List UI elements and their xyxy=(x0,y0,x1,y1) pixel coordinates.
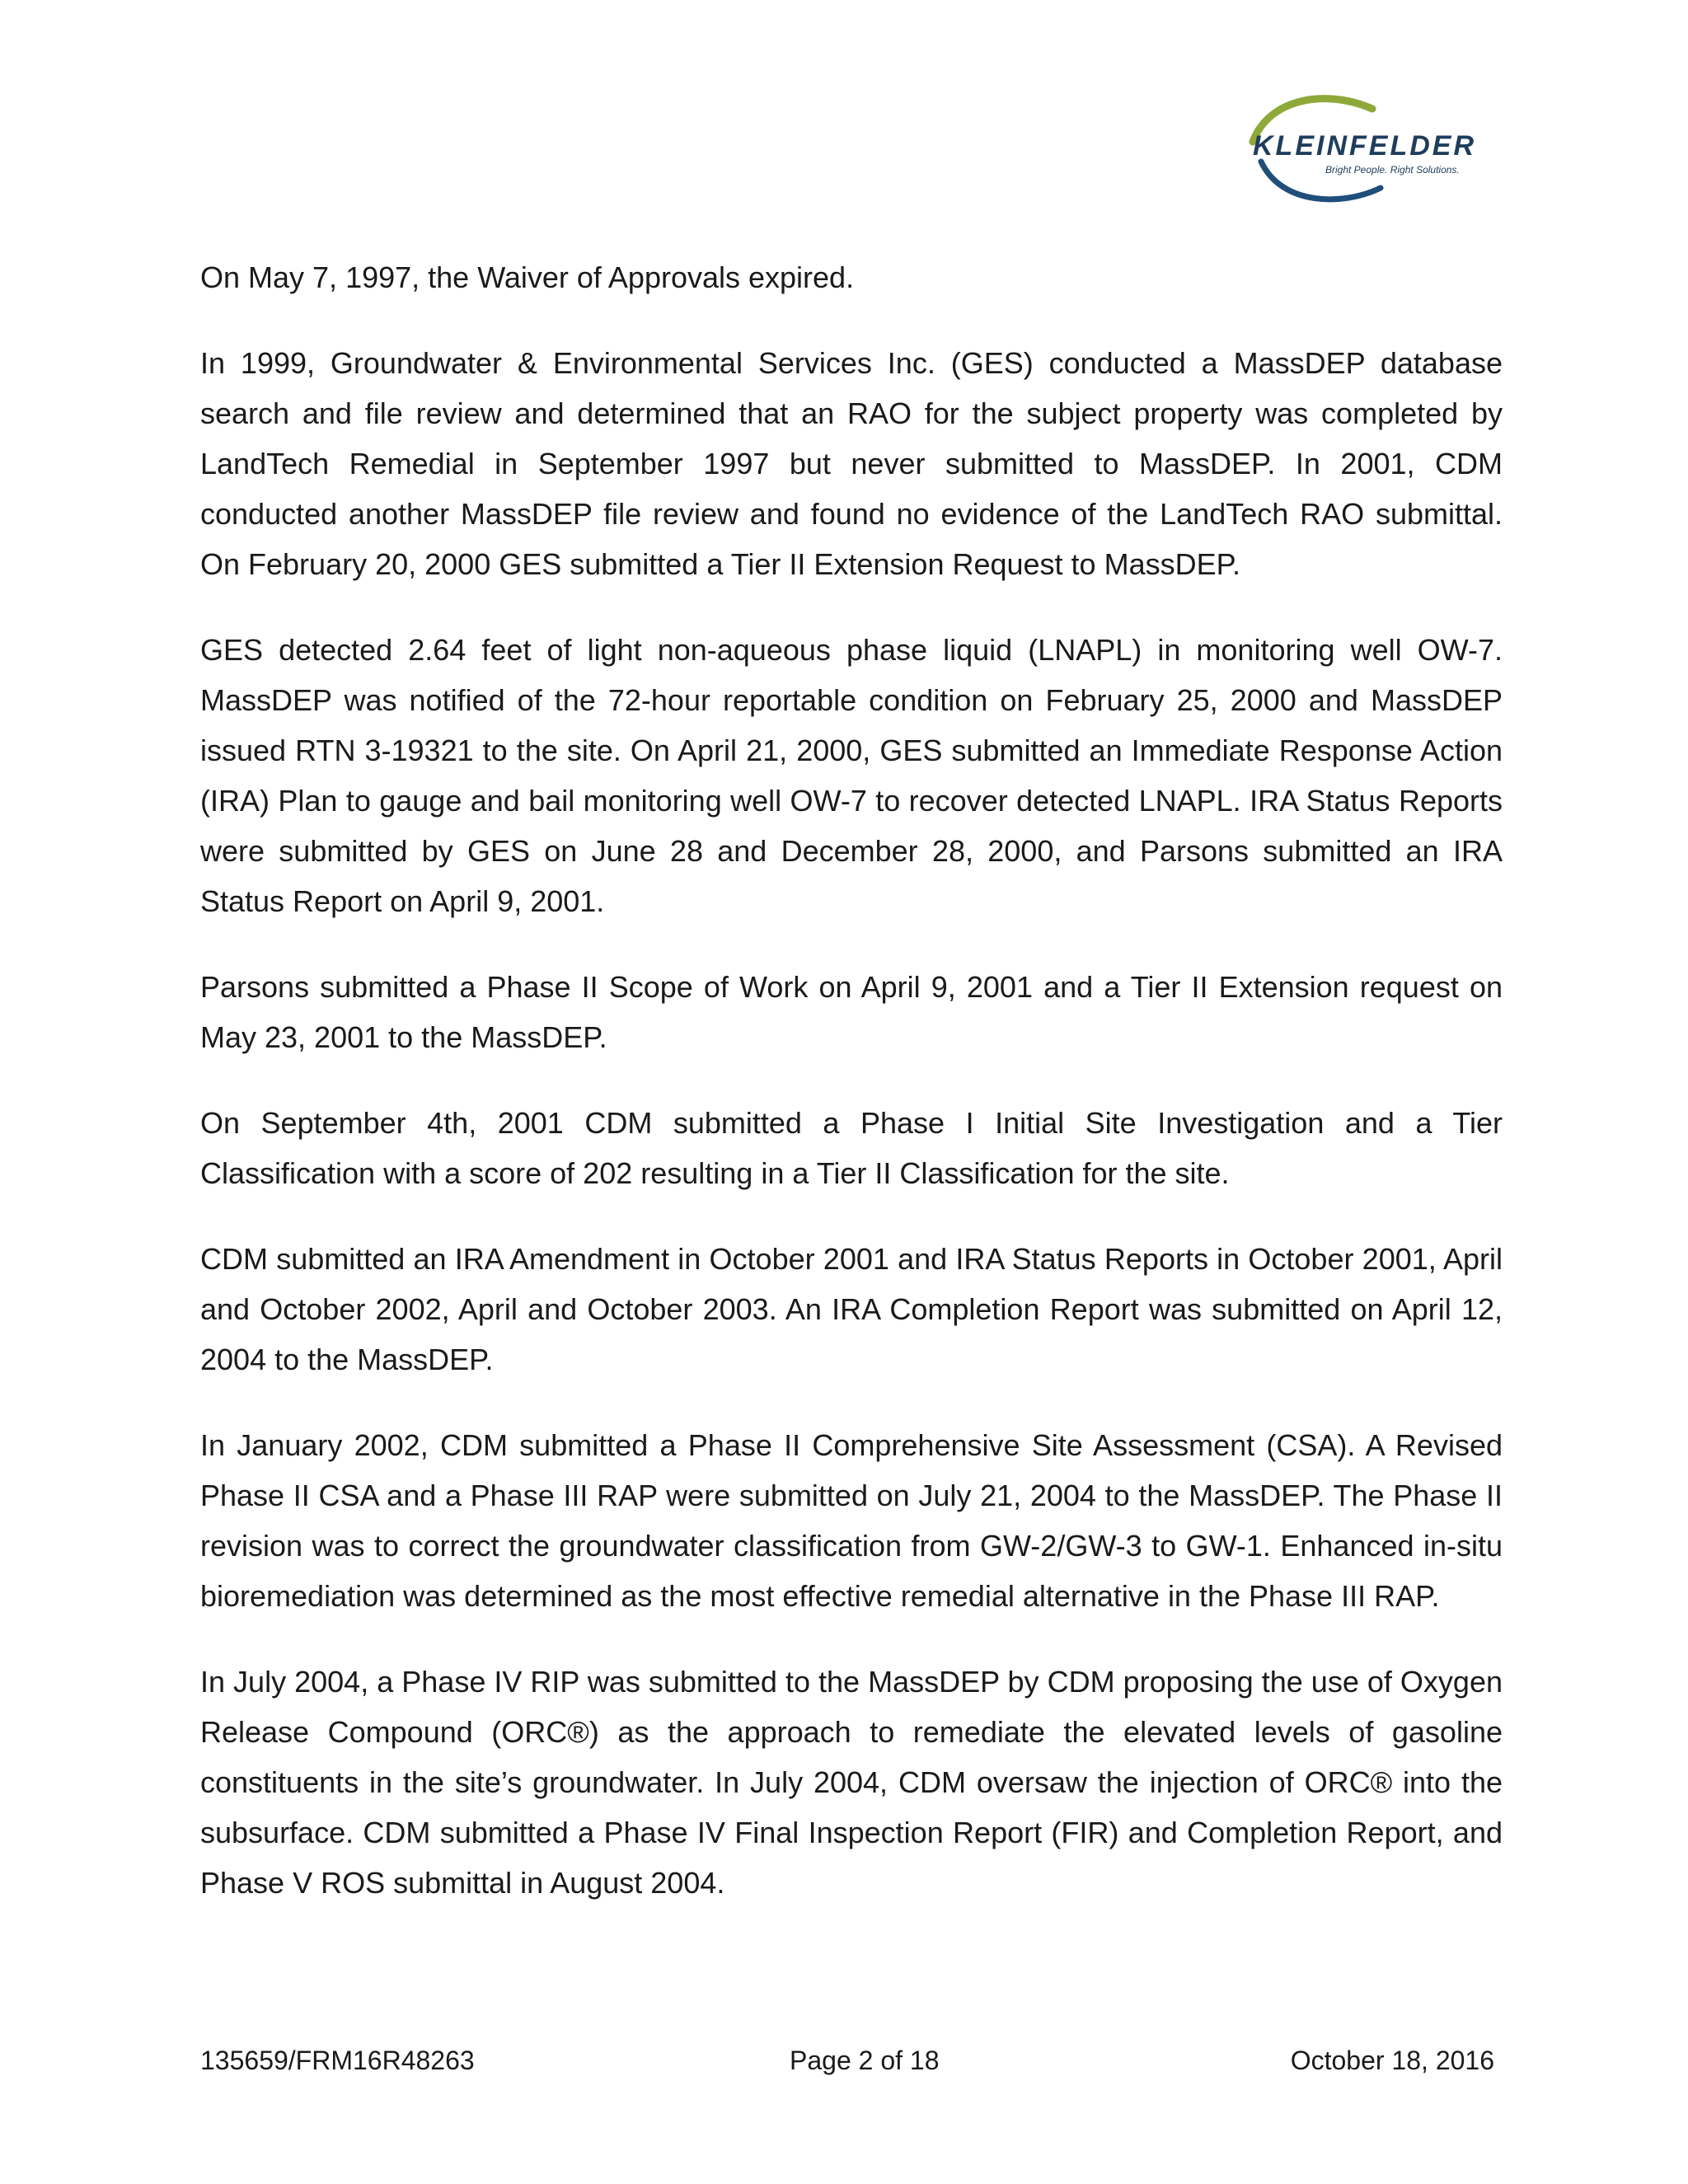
paragraph-lnapl-detection: GES detected 2.64 feet of light non-aqueous phase liquid (LNAPL) in monitoring well OW-7. MassDEP was notified of the 72-hour reportable condition on February 25, 2000 and MassDEP issued RTN 3-19321 to the site. On April 21, 2000, GES submitted an Immediate Response Action (IRA) Plan to gauge and bail monitoring well OW-7 to recover detected LNAPL. IRA Status Reports were submitted by GES on June 28 and December 28, 2000, and Parsons submitted an IRA Status Report on April 9, 2001. xyxy=(200,633,1503,918)
logo-tagline: Bright People. Right Solutions. xyxy=(1325,164,1460,176)
paragraph-ira-amendment: CDM submitted an IRA Amendment in October 2001 and IRA Status Reports in October 2001, April and October 2002, April and October 2003. An IRA Completion Report was submitted on April 12, 2004 to the MassDEP. xyxy=(200,1242,1503,1376)
paragraph-parsons-phase-ii: Parsons submitted a Phase II Scope of Work on April 9, 2001 and a Tier II Extension request on May 23, 2001 to the MassDEP. xyxy=(200,970,1503,1054)
paragraph-cdm-phase-i: On September 4th, 2001 CDM submitted a Phase I Initial Site Investigation and a Tier Classification with a score of 202 resulting in a Tier II Classification for the site. xyxy=(200,1106,1503,1190)
paragraph-ges-file-review: In 1999, Groundwater & Environmental Services Inc. (GES) conducted a MassDEP database search and file review and determined that an RAO for the subject property was completed by LandTech Remedial in September 1997 but never submitted to MassDEP. In 2001, CDM conducted another MassDEP file review and found no evidence of the LandTech RAO submittal. On February 20, 2000 GES submitted a Tier II Extension Request to MassDEP. xyxy=(200,346,1503,581)
document-body xyxy=(200,252,1503,1943)
logo-wordmark: KLEINFELDER xyxy=(1253,130,1476,162)
paragraph-phase-iv-rip: In July 2004, a Phase IV RIP was submitted to the MassDEP by CDM proposing the use of Oxygen Release Compound (ORC®) as the approach to remediate the elevated levels of gasoline constituents in the site’s groundwater. In July 2004, CDM oversaw the injection of ORC® into the subsurface. CDM submitted a Phase IV Final Inspection Report (FIR) and Completion Report, and Phase V ROS submittal in August 2004. xyxy=(200,1665,1503,1900)
page-footer xyxy=(200,2040,1494,2081)
footer-page-number: Page 2 of 18 xyxy=(790,2046,940,2075)
paragraph-phase-ii-csa: In January 2002, CDM submitted a Phase II Comprehensive Site Assessment (CSA). A Revised Phase II CSA and a Phase III RAP were submitted on July 21, 2004 to the MassDEP. The Phase II revision was to correct the groundwater classification from GW-2/GW-3 to GW-1. Enhanced in-situ bioremediation was determined as the most effective remedial alternative in the Phase III RAP. xyxy=(200,1428,1503,1613)
footer-doc-number: 135659/FRM16R48263 xyxy=(200,2046,475,2075)
kleinfelder-logo-mark xyxy=(1236,91,1517,206)
footer-date: October 18, 2016 xyxy=(1290,2046,1494,2075)
kleinfelder-logo xyxy=(1236,91,1517,206)
paragraph-waiver-expired: On May 7, 1997, the Waiver of Approvals expired. xyxy=(200,260,855,294)
